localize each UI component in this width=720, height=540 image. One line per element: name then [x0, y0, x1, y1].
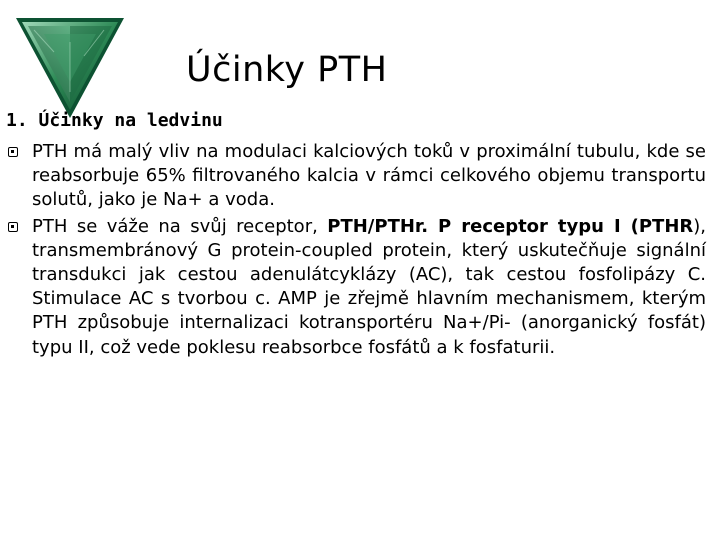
square-bullet-icon	[8, 147, 18, 157]
square-bullet-icon	[8, 222, 18, 232]
bullet-text-part: ), transmembránový G protein-coupled protein, který uskutečňuje signální transdukci jak cestou adenulátcyklázy (AC), tak cestou fosfolipázy C. Stimulace AC s tvorbou c. AMP je zřejmě hlavním mechanismem, kterým PTH způsobuje internalizaci kotransportéru Na+/Pi- (anorganický fosfát) typu II, což vede poklesu reabsorbce fosfátů a k fosfaturii.	[32, 215, 707, 358]
bullet-bold-receptor: PTH/PTHr. P receptor typu I (PTHR	[327, 215, 694, 237]
section-heading: 1. Účinky na ledvinu	[6, 110, 223, 131]
page-title: Účinky PTH	[186, 50, 388, 90]
main-content	[6, 108, 706, 362]
green-triangle-logo-icon	[14, 12, 126, 120]
bullet-item	[6, 140, 706, 213]
bullet-text-part: PTH se váže na svůj receptor,	[32, 215, 328, 237]
bullet-item	[6, 215, 706, 360]
bullet-text: PTH má malý vliv na modulaci kalciových toků v proximální tubulu, kde se reabsorbuje 65% filtrovaného kalcia v rámci celkového objemu transportu solutů, jako je Na+ a voda.	[32, 141, 706, 211]
